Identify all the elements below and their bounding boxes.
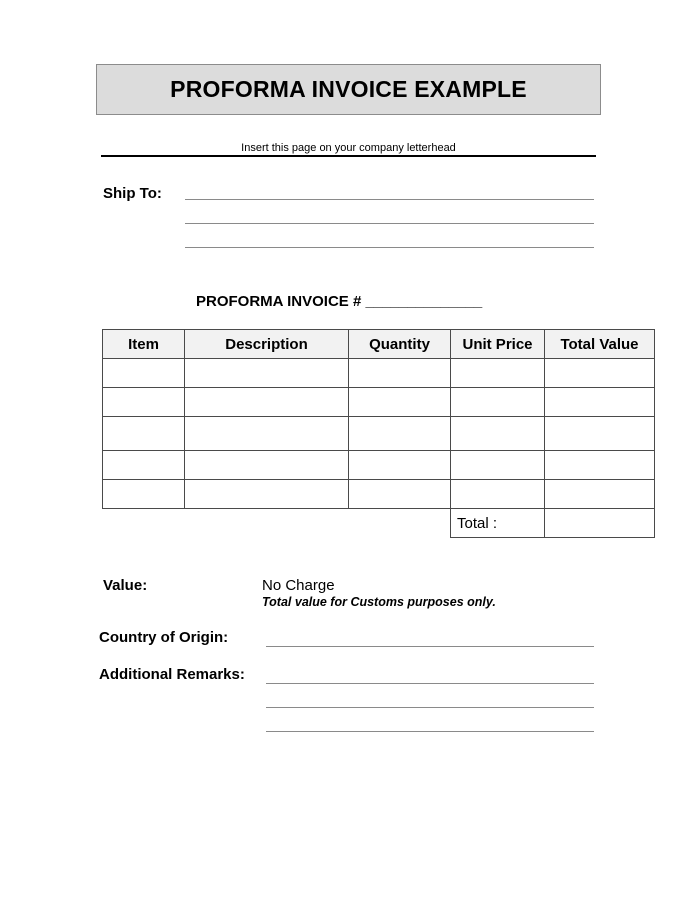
table-row (103, 451, 655, 480)
cell-total-value[interactable] (545, 388, 655, 417)
column-header-total-value: Total Value (545, 330, 655, 359)
cell-quantity[interactable] (349, 417, 451, 451)
cell-item[interactable] (103, 417, 185, 451)
remarks-line-1[interactable] (266, 683, 594, 684)
cell-quantity[interactable] (349, 451, 451, 480)
ship-to-label: Ship To: (103, 185, 162, 202)
value-label: Value: (103, 577, 148, 594)
cell-unit-price[interactable] (451, 451, 545, 480)
ship-to-line-1[interactable] (185, 199, 594, 200)
table-row (103, 480, 655, 509)
column-header-quantity: Quantity (349, 330, 451, 359)
cell-description[interactable] (185, 359, 349, 388)
column-header-description: Description (185, 330, 349, 359)
value-text: No Charge (262, 577, 335, 594)
table-header-row (103, 330, 655, 359)
cell-total-value[interactable] (545, 417, 655, 451)
invoice-number-field[interactable]: PROFORMA INVOICE # ______________ (196, 293, 483, 310)
additional-remarks-label: Additional Remarks: (99, 666, 245, 683)
cell-total-value[interactable] (545, 480, 655, 509)
cell-total-value[interactable] (545, 451, 655, 480)
cell-item[interactable] (103, 388, 185, 417)
remarks-line-2[interactable] (266, 707, 594, 708)
cell-description[interactable] (185, 388, 349, 417)
letterhead-note: Insert this page on your company letterhead (241, 142, 456, 154)
cell-description[interactable] (185, 480, 349, 509)
table-row (103, 359, 655, 388)
cell-unit-price[interactable] (451, 480, 545, 509)
cell-unit-price[interactable] (451, 359, 545, 388)
cell-total-value[interactable] (545, 359, 655, 388)
total-label: Total : (451, 509, 545, 538)
cell-quantity[interactable] (349, 388, 451, 417)
column-header-unit-price: Unit Price (451, 330, 545, 359)
table-row (103, 388, 655, 417)
page-title: PROFORMA INVOICE EXAMPLE (170, 76, 527, 102)
column-header-item: Item (103, 330, 185, 359)
cell-quantity[interactable] (349, 480, 451, 509)
cell-description[interactable] (185, 417, 349, 451)
items-table (102, 329, 655, 538)
cell-description[interactable] (185, 451, 349, 480)
country-of-origin-line[interactable] (266, 646, 594, 647)
cell-unit-price[interactable] (451, 388, 545, 417)
cell-item[interactable] (103, 359, 185, 388)
total-value-cell[interactable] (545, 509, 655, 538)
table-row (103, 417, 655, 451)
cell-quantity[interactable] (349, 359, 451, 388)
remarks-line-3[interactable] (266, 731, 594, 732)
customs-note: Total value for Customs purposes only. (262, 595, 496, 609)
total-row-spacer (103, 509, 451, 538)
cell-item[interactable] (103, 451, 185, 480)
ship-to-line-3[interactable] (185, 247, 594, 248)
title-box (96, 64, 601, 115)
letterhead-divider (101, 155, 596, 157)
ship-to-line-2[interactable] (185, 223, 594, 224)
total-row (103, 509, 655, 538)
cell-item[interactable] (103, 480, 185, 509)
cell-unit-price[interactable] (451, 417, 545, 451)
country-of-origin-label: Country of Origin: (99, 629, 229, 646)
